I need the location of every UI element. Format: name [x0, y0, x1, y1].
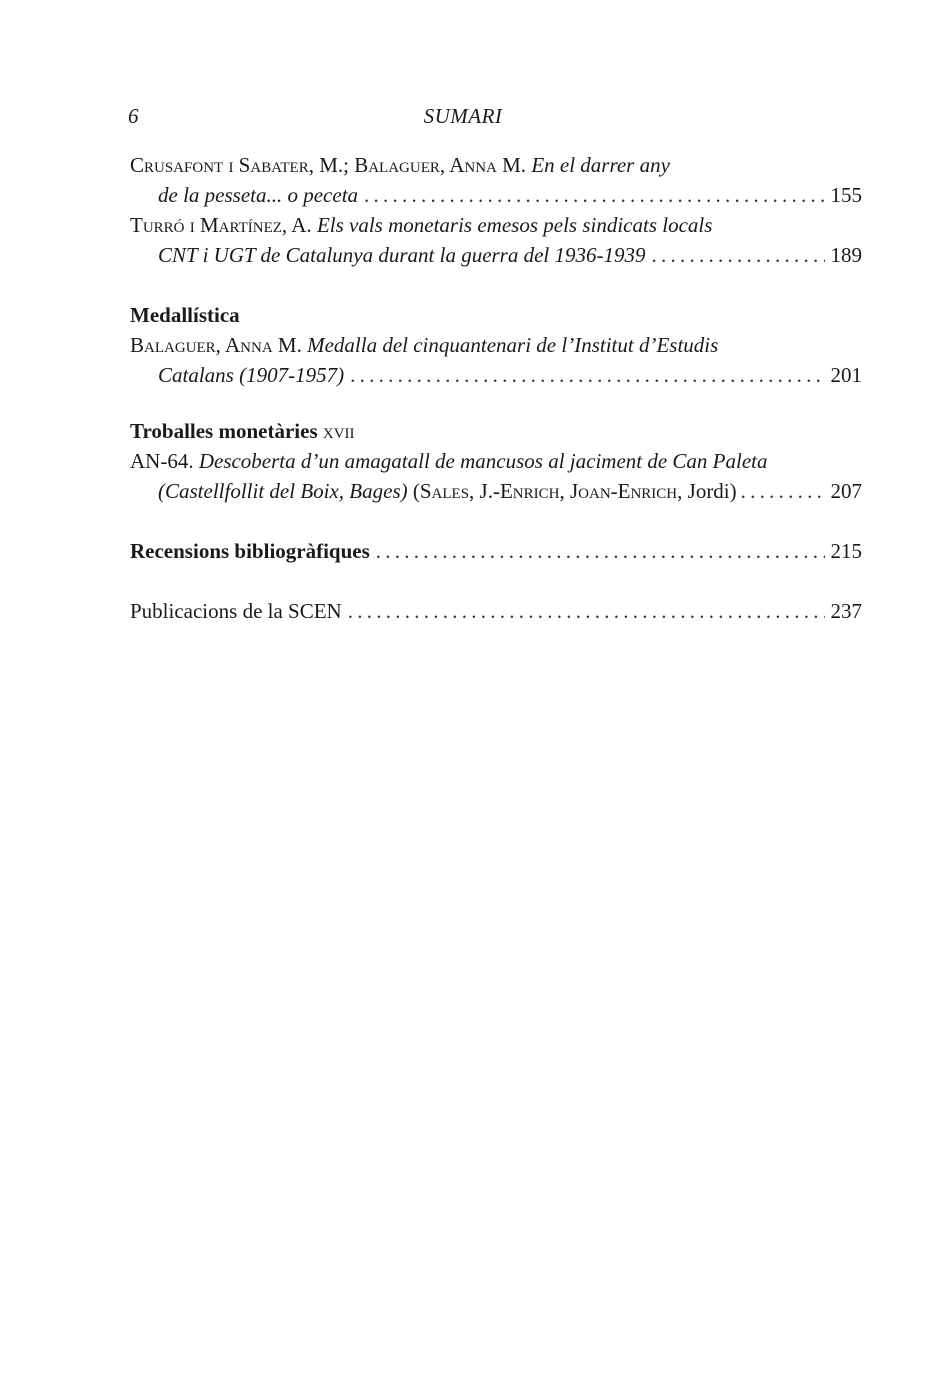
entry-authors: (Sales, J.-Enrich, Joan-Enrich, Jordi): [412, 479, 737, 503]
entry-title: En el darrer any: [531, 153, 670, 177]
toc-entry-line: [130, 330, 862, 360]
toc-entry-line: [130, 476, 862, 506]
entry-page-number: 189: [830, 243, 862, 267]
page-number: 6: [128, 104, 139, 128]
toc-entry-line: [130, 210, 862, 240]
toc-entry: [130, 210, 862, 270]
entry-page-number: 155: [830, 183, 862, 207]
toc-entry-recensions: [130, 536, 862, 566]
section-heading-medallistica: Medallística: [130, 303, 240, 327]
dot-leader: [364, 180, 824, 210]
dot-leader: [652, 240, 825, 270]
toc-entry: [130, 150, 862, 210]
entry-author: Balaguer, Anna M. Medalla del cinquantenari de l’Institut d’Estudis: [130, 333, 719, 357]
toc-entry-line: [130, 240, 862, 270]
toc-entry-line: [130, 180, 862, 210]
entry-label: Publicacions de la SCEN: [130, 599, 342, 623]
entry-label: Recensions bibliogràfiques: [130, 539, 370, 563]
toc-entry-line: [130, 150, 862, 180]
entry-title: Medalla del cinquantenari de l’Institut d’Estudis: [307, 333, 719, 357]
entry-title-continued: (Castellfollit del Boix, Bages): [158, 479, 408, 503]
toc-entry: [130, 446, 862, 506]
toc-entry-publicacions: [130, 596, 862, 626]
section-heading-troballes: Troballes monetàries xvii: [130, 419, 355, 443]
running-header-title: SUMARI: [423, 104, 503, 128]
toc-entry: [130, 330, 862, 390]
entry-page-number: 207: [830, 479, 862, 503]
entry-title-continued: de la pesseta... o peceta: [158, 183, 359, 207]
table-of-contents: [130, 150, 862, 626]
entry-author: Turró i Martínez, A. Els vals monetaris emesos pels sindicats locals: [130, 213, 713, 237]
dot-leader: [350, 360, 824, 390]
entry-title: Descoberta d’un amagatall de mancusos al jaciment de Can Paleta: [198, 449, 768, 473]
entry-page-number: 237: [830, 599, 862, 623]
entry-code: AN-64.: [130, 449, 194, 473]
entry-title-continued: Catalans (1907-1957): [158, 363, 345, 387]
toc-entry-line: [130, 360, 862, 390]
section-volume-number: xvii: [322, 419, 355, 443]
dot-leader: [376, 536, 825, 566]
entry-page-number: 215: [830, 539, 862, 563]
toc-entry-line: [130, 446, 862, 476]
dot-leader: [741, 476, 827, 506]
dot-leader: [348, 596, 825, 626]
entry-title: Els vals monetaris emesos pels sindicats locals: [316, 213, 713, 237]
entry-author: Crusafont i Sabater, M.; Balaguer, Anna M. En el darrer any: [130, 153, 670, 177]
entry-page-number: 201: [830, 363, 862, 387]
entry-title-continued: CNT i UGT de Catalunya durant la guerra del 1936-1939: [158, 243, 646, 267]
